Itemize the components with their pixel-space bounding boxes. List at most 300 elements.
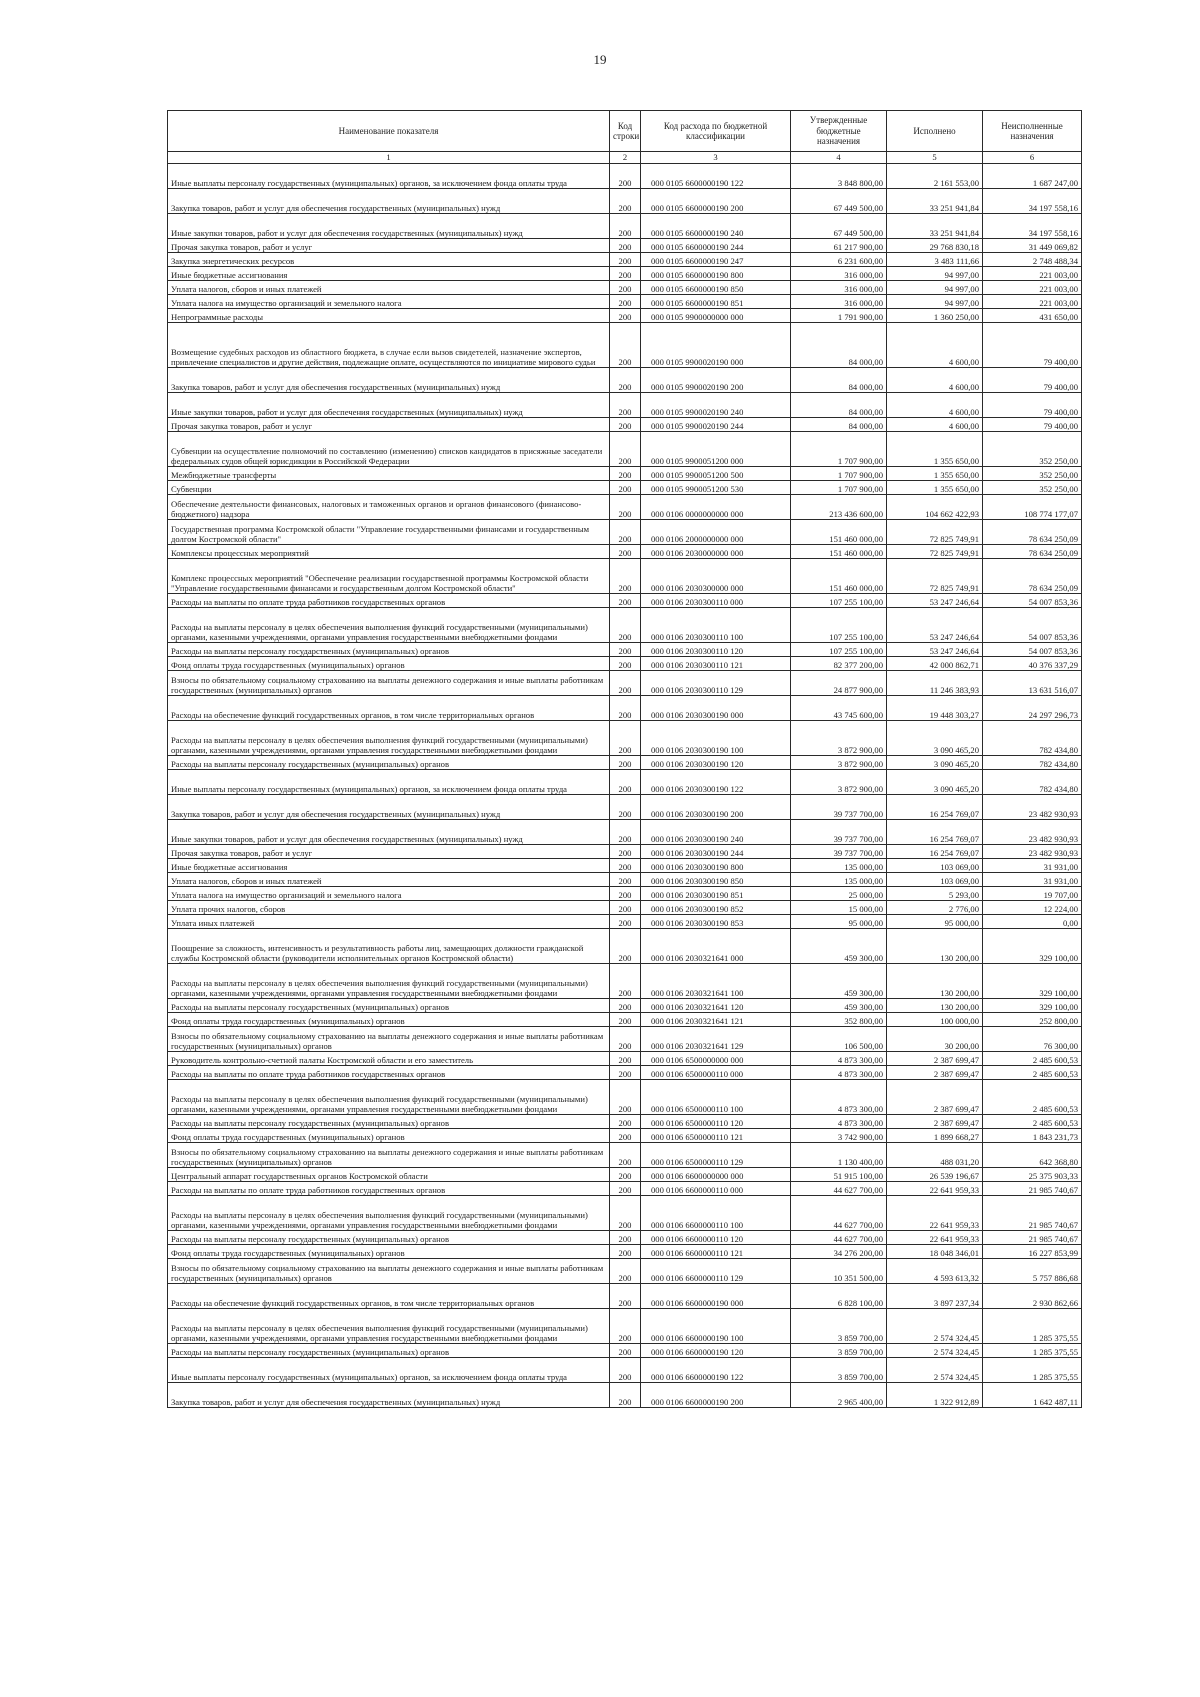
row-executed-cell: 2 776,00 — [887, 901, 983, 915]
row-remaining-cell: 21 985 740,67 — [983, 1231, 1082, 1245]
row-planned-cell: 61 217 900,00 — [791, 239, 887, 253]
row-line-code-cell: 200 — [610, 859, 641, 873]
row-planned-cell: 1 707 900,00 — [791, 432, 887, 467]
row-line-code-cell: 200 — [610, 608, 641, 643]
table-row — [168, 1344, 1082, 1358]
row-remaining-cell: 1 843 231,73 — [983, 1129, 1082, 1143]
row-name-cell: Расходы на выплаты по оплате труда работников государственных органов — [168, 1182, 610, 1196]
row-remaining-cell: 25 375 903,33 — [983, 1168, 1082, 1182]
row-name-cell: Расходы на выплаты персоналу в целях обеспечения выполнения функций государственными (муниципальными) органами, казенными учреждениями, органами управления государственными внебюджетными фондами — [168, 964, 610, 999]
table-row — [168, 873, 1082, 887]
row-planned-cell: 6 231 600,00 — [791, 253, 887, 267]
row-budget-code-cell: 000 0106 2030300110 121 — [641, 657, 791, 671]
row-executed-cell: 1 355 650,00 — [887, 481, 983, 495]
row-executed-cell: 29 768 830,18 — [887, 239, 983, 253]
row-planned-cell: 1 130 400,00 — [791, 1143, 887, 1168]
row-line-code-cell: 200 — [610, 929, 641, 964]
row-executed-cell: 2 574 324,45 — [887, 1358, 983, 1383]
row-line-code-cell: 200 — [610, 1196, 641, 1231]
row-executed-cell: 1 899 668,27 — [887, 1129, 983, 1143]
row-line-code-cell: 200 — [610, 1344, 641, 1358]
table-row — [168, 1284, 1082, 1309]
row-planned-cell: 15 000,00 — [791, 901, 887, 915]
row-planned-cell: 316 000,00 — [791, 267, 887, 281]
row-budget-code-cell: 000 0106 2030300110 129 — [641, 671, 791, 696]
row-name-cell: Государственная программа Костромской области "Управление государственными финансами и государственным долгом Костромской области" — [168, 520, 610, 545]
row-remaining-cell: 329 100,00 — [983, 929, 1082, 964]
row-planned-cell: 3 872 900,00 — [791, 770, 887, 795]
row-remaining-cell: 2 485 600,53 — [983, 1066, 1082, 1080]
row-executed-cell: 30 200,00 — [887, 1027, 983, 1052]
row-name-cell: Иные закупки товаров, работ и услуг для обеспечения государственных (муниципальных) нужд — [168, 393, 610, 418]
row-remaining-cell: 2 485 600,53 — [983, 1052, 1082, 1066]
row-name-cell: Прочая закупка товаров, работ и услуг — [168, 239, 610, 253]
row-remaining-cell: 54 007 853,36 — [983, 594, 1082, 608]
row-planned-cell: 84 000,00 — [791, 368, 887, 393]
row-executed-cell: 4 600,00 — [887, 393, 983, 418]
row-remaining-cell: 79 400,00 — [983, 393, 1082, 418]
row-budget-code-cell: 000 0106 6500000110 129 — [641, 1143, 791, 1168]
table-row — [168, 1196, 1082, 1231]
row-remaining-cell: 352 250,00 — [983, 432, 1082, 467]
row-line-code-cell: 200 — [610, 756, 641, 770]
row-budget-code-cell: 000 0106 2030300190 200 — [641, 795, 791, 820]
row-planned-cell: 24 877 900,00 — [791, 671, 887, 696]
row-line-code-cell: 200 — [610, 820, 641, 845]
column-number: 4 — [791, 152, 887, 164]
table-row — [168, 432, 1082, 467]
row-remaining-cell: 431 650,00 — [983, 309, 1082, 323]
table-row — [168, 281, 1082, 295]
row-name-cell: Фонд оплаты труда государственных (муниципальных) органов — [168, 1245, 610, 1259]
row-remaining-cell: 31 931,00 — [983, 859, 1082, 873]
row-budget-code-cell: 000 0105 9900051200 500 — [641, 467, 791, 481]
row-planned-cell: 4 873 300,00 — [791, 1115, 887, 1129]
table-row — [168, 887, 1082, 901]
row-budget-code-cell: 000 0106 6600000110 100 — [641, 1196, 791, 1231]
row-name-cell: Расходы на выплаты персоналу в целях обеспечения выполнения функций государственными (муниципальными) органами, казенными учреждениями, органами управления государственными внебюджетными фондами — [168, 1196, 610, 1231]
row-line-code-cell: 200 — [610, 1066, 641, 1080]
row-budget-code-cell: 000 0106 2030300190 244 — [641, 845, 791, 859]
row-name-cell: Закупка товаров, работ и услуг для обеспечения государственных (муниципальных) нужд — [168, 368, 610, 393]
row-remaining-cell: 78 634 250,09 — [983, 559, 1082, 594]
row-remaining-cell: 782 434,80 — [983, 721, 1082, 756]
table-row — [168, 845, 1082, 859]
table-row — [168, 1358, 1082, 1383]
row-line-code-cell: 200 — [610, 1231, 641, 1245]
row-budget-code-cell: 000 0106 6500000110 121 — [641, 1129, 791, 1143]
row-line-code-cell: 200 — [610, 189, 641, 214]
row-line-code-cell: 200 — [610, 467, 641, 481]
budget-execution-table — [167, 110, 1082, 1408]
table-row — [168, 164, 1082, 189]
row-name-cell: Иные выплаты персоналу государственных (муниципальных) органов, за исключением фонда оплаты труда — [168, 770, 610, 795]
row-budget-code-cell: 000 0105 6600000190 851 — [641, 295, 791, 309]
row-executed-cell: 72 825 749,91 — [887, 520, 983, 545]
row-planned-cell: 1 707 900,00 — [791, 467, 887, 481]
row-budget-code-cell: 000 0105 6600000190 122 — [641, 164, 791, 189]
row-line-code-cell: 200 — [610, 295, 641, 309]
row-line-code-cell: 200 — [610, 368, 641, 393]
row-remaining-cell: 2 485 600,53 — [983, 1080, 1082, 1115]
row-executed-cell: 1 355 650,00 — [887, 432, 983, 467]
row-planned-cell: 459 300,00 — [791, 964, 887, 999]
row-line-code-cell: 200 — [610, 1284, 641, 1309]
row-line-code-cell: 200 — [610, 657, 641, 671]
row-remaining-cell: 31 449 069,82 — [983, 239, 1082, 253]
row-budget-code-cell: 000 0105 6600000190 244 — [641, 239, 791, 253]
row-executed-cell: 19 448 303,27 — [887, 696, 983, 721]
row-budget-code-cell: 000 0106 2030321641 129 — [641, 1027, 791, 1052]
row-planned-cell: 3 859 700,00 — [791, 1358, 887, 1383]
column-number: 5 — [887, 152, 983, 164]
row-name-cell: Расходы на выплаты по оплате труда работников государственных органов — [168, 1066, 610, 1080]
header-planned: Утвержденные бюджетные назначения — [791, 111, 887, 152]
row-remaining-cell: 23 482 930,93 — [983, 820, 1082, 845]
row-line-code-cell: 200 — [610, 323, 641, 368]
table-row — [168, 999, 1082, 1013]
row-name-cell: Прочая закупка товаров, работ и услуг — [168, 418, 610, 432]
row-planned-cell: 84 000,00 — [791, 323, 887, 368]
row-remaining-cell: 13 631 516,07 — [983, 671, 1082, 696]
table-row — [168, 495, 1082, 520]
row-executed-cell: 16 254 769,07 — [887, 845, 983, 859]
table-row — [168, 901, 1082, 915]
row-budget-code-cell: 000 0106 2030300190 850 — [641, 873, 791, 887]
row-name-cell: Расходы на выплаты по оплате труда работников государственных органов — [168, 594, 610, 608]
row-executed-cell: 4 600,00 — [887, 418, 983, 432]
row-executed-cell: 18 048 346,01 — [887, 1245, 983, 1259]
row-remaining-cell: 782 434,80 — [983, 770, 1082, 795]
row-executed-cell: 26 539 196,67 — [887, 1168, 983, 1182]
row-planned-cell: 107 255 100,00 — [791, 643, 887, 657]
row-planned-cell: 316 000,00 — [791, 281, 887, 295]
table-row — [168, 929, 1082, 964]
row-budget-code-cell: 000 0105 9900020190 000 — [641, 323, 791, 368]
row-executed-cell: 11 246 383,93 — [887, 671, 983, 696]
row-remaining-cell: 352 250,00 — [983, 481, 1082, 495]
row-executed-cell: 4 593 613,32 — [887, 1259, 983, 1284]
row-name-cell: Расходы на выплаты персоналу государственных (муниципальных) органов — [168, 1115, 610, 1129]
row-budget-code-cell: 000 0106 2030300190 122 — [641, 770, 791, 795]
row-budget-code-cell: 000 0106 2030321641 000 — [641, 929, 791, 964]
row-budget-code-cell: 000 0106 2030300190 851 — [641, 887, 791, 901]
row-planned-cell: 4 873 300,00 — [791, 1052, 887, 1066]
header-name: Наименование показателя — [168, 111, 610, 152]
table-row — [168, 820, 1082, 845]
row-executed-cell: 1 360 250,00 — [887, 309, 983, 323]
row-executed-cell: 2 574 324,45 — [887, 1309, 983, 1344]
row-planned-cell: 67 449 500,00 — [791, 189, 887, 214]
row-budget-code-cell: 000 0105 6600000190 200 — [641, 189, 791, 214]
table-row — [168, 189, 1082, 214]
row-remaining-cell: 78 634 250,09 — [983, 520, 1082, 545]
row-planned-cell: 107 255 100,00 — [791, 594, 887, 608]
row-remaining-cell: 76 300,00 — [983, 1027, 1082, 1052]
table-row — [168, 1143, 1082, 1168]
column-number: 2 — [610, 152, 641, 164]
table-row — [168, 1168, 1082, 1182]
row-planned-cell: 135 000,00 — [791, 873, 887, 887]
row-planned-cell: 1 791 900,00 — [791, 309, 887, 323]
row-executed-cell: 3 483 111,66 — [887, 253, 983, 267]
row-executed-cell: 72 825 749,91 — [887, 545, 983, 559]
table-row — [168, 1231, 1082, 1245]
row-remaining-cell: 5 757 886,68 — [983, 1259, 1082, 1284]
row-remaining-cell: 108 774 177,07 — [983, 495, 1082, 520]
row-line-code-cell: 200 — [610, 1259, 641, 1284]
row-executed-cell: 42 000 862,71 — [887, 657, 983, 671]
row-line-code-cell: 200 — [610, 1115, 641, 1129]
row-executed-cell: 2 387 699,47 — [887, 1052, 983, 1066]
row-line-code-cell: 200 — [610, 901, 641, 915]
row-line-code-cell: 200 — [610, 845, 641, 859]
row-remaining-cell: 1 285 375,55 — [983, 1309, 1082, 1344]
row-remaining-cell: 21 985 740,67 — [983, 1196, 1082, 1231]
table-row — [168, 1245, 1082, 1259]
row-executed-cell: 3 090 465,20 — [887, 756, 983, 770]
row-line-code-cell: 200 — [610, 559, 641, 594]
row-budget-code-cell: 000 0106 6500000110 000 — [641, 1066, 791, 1080]
table-row — [168, 1080, 1082, 1115]
table-row — [168, 1259, 1082, 1284]
table-row — [168, 859, 1082, 873]
table-row — [168, 643, 1082, 657]
row-budget-code-cell: 000 0106 6600000110 129 — [641, 1259, 791, 1284]
row-name-cell: Взносы по обязательному социальному страхованию на выплаты денежного содержания и иные выплаты работникам государственных (муниципальных) органов — [168, 1143, 610, 1168]
row-line-code-cell: 200 — [610, 1027, 641, 1052]
table-row — [168, 795, 1082, 820]
row-line-code-cell: 200 — [610, 545, 641, 559]
table-row — [168, 267, 1082, 281]
row-line-code-cell: 200 — [610, 721, 641, 756]
row-name-cell: Расходы на выплаты персоналу государственных (муниципальных) органов — [168, 756, 610, 770]
row-name-cell: Расходы на выплаты персоналу в целях обеспечения выполнения функций государственными (муниципальными) органами, казенными учреждениями, органами управления государственными внебюджетными фондами — [168, 1080, 610, 1115]
table-row — [168, 1383, 1082, 1408]
row-executed-cell: 94 997,00 — [887, 281, 983, 295]
row-planned-cell: 316 000,00 — [791, 295, 887, 309]
table-body — [168, 164, 1082, 1408]
row-executed-cell: 130 200,00 — [887, 964, 983, 999]
row-planned-cell: 44 627 700,00 — [791, 1231, 887, 1245]
row-budget-code-cell: 000 0105 6600000190 240 — [641, 214, 791, 239]
row-budget-code-cell: 000 0105 6600000190 247 — [641, 253, 791, 267]
row-line-code-cell: 200 — [610, 671, 641, 696]
header-executed: Исполнено — [887, 111, 983, 152]
row-planned-cell: 151 460 000,00 — [791, 559, 887, 594]
row-remaining-cell: 24 297 296,73 — [983, 696, 1082, 721]
row-budget-code-cell: 000 0106 6600000190 200 — [641, 1383, 791, 1408]
row-budget-code-cell: 000 0105 9900020190 244 — [641, 418, 791, 432]
row-name-cell: Уплата налога на имущество организаций и земельного налога — [168, 887, 610, 901]
row-remaining-cell: 54 007 853,36 — [983, 643, 1082, 657]
row-name-cell: Прочая закупка товаров, работ и услуг — [168, 845, 610, 859]
table-row — [168, 1013, 1082, 1027]
row-executed-cell: 100 000,00 — [887, 1013, 983, 1027]
row-name-cell: Комплексы процессных мероприятий — [168, 545, 610, 559]
table-row — [168, 756, 1082, 770]
row-planned-cell: 107 255 100,00 — [791, 608, 887, 643]
table-row — [168, 467, 1082, 481]
row-name-cell: Расходы на выплаты персоналу государственных (муниципальных) органов — [168, 1231, 610, 1245]
row-planned-cell: 6 828 100,00 — [791, 1284, 887, 1309]
row-executed-cell: 103 069,00 — [887, 873, 983, 887]
row-executed-cell: 5 293,00 — [887, 887, 983, 901]
table-row — [168, 770, 1082, 795]
row-line-code-cell: 200 — [610, 309, 641, 323]
row-executed-cell: 1 322 912,89 — [887, 1383, 983, 1408]
row-name-cell: Расходы на обеспечение функций государственных органов, в том числе территориальных органов — [168, 696, 610, 721]
row-remaining-cell: 252 800,00 — [983, 1013, 1082, 1027]
row-remaining-cell: 221 003,00 — [983, 281, 1082, 295]
row-name-cell: Закупка товаров, работ и услуг для обеспечения государственных (муниципальных) нужд — [168, 1383, 610, 1408]
row-name-cell: Центральный аппарат государственных органов Костромской области — [168, 1168, 610, 1182]
header-remaining: Неисполненные назначения — [983, 111, 1082, 152]
row-line-code-cell: 200 — [610, 253, 641, 267]
row-executed-cell: 1 355 650,00 — [887, 467, 983, 481]
row-name-cell: Иные выплаты персоналу государственных (муниципальных) органов, за исключением фонда оплаты труда — [168, 1358, 610, 1383]
row-name-cell: Расходы на выплаты персоналу государственных (муниципальных) органов — [168, 999, 610, 1013]
table-row — [168, 721, 1082, 756]
row-line-code-cell: 200 — [610, 1383, 641, 1408]
row-name-cell: Непрограммные расходы — [168, 309, 610, 323]
row-planned-cell: 84 000,00 — [791, 418, 887, 432]
row-line-code-cell: 200 — [610, 239, 641, 253]
row-remaining-cell: 31 931,00 — [983, 873, 1082, 887]
row-remaining-cell: 19 707,00 — [983, 887, 1082, 901]
table-row — [168, 481, 1082, 495]
row-budget-code-cell: 000 0106 6500000000 000 — [641, 1052, 791, 1066]
row-name-cell: Уплата иных платежей — [168, 915, 610, 929]
row-line-code-cell: 200 — [610, 1013, 641, 1027]
header-line-code: Код строки — [610, 111, 641, 152]
row-budget-code-cell: 000 0106 6600000110 121 — [641, 1245, 791, 1259]
row-executed-cell: 2 574 324,45 — [887, 1344, 983, 1358]
row-line-code-cell: 200 — [610, 1052, 641, 1066]
header-row — [168, 111, 1082, 152]
row-budget-code-cell: 000 0106 6500000110 120 — [641, 1115, 791, 1129]
column-number-row — [168, 152, 1082, 164]
row-planned-cell: 34 276 200,00 — [791, 1245, 887, 1259]
row-budget-code-cell: 000 0106 2030321641 100 — [641, 964, 791, 999]
row-budget-code-cell: 000 0106 2030300000 000 — [641, 559, 791, 594]
row-planned-cell: 3 859 700,00 — [791, 1309, 887, 1344]
row-executed-cell: 53 247 246,64 — [887, 643, 983, 657]
row-planned-cell: 3 859 700,00 — [791, 1344, 887, 1358]
row-remaining-cell: 79 400,00 — [983, 368, 1082, 393]
row-planned-cell: 44 627 700,00 — [791, 1196, 887, 1231]
row-name-cell: Расходы на выплаты персоналу государственных (муниципальных) органов — [168, 1344, 610, 1358]
row-executed-cell: 488 031,20 — [887, 1143, 983, 1168]
row-name-cell: Поощрение за сложность, интенсивность и результативность работы лиц, замещающих должности гражданской службы Костромской области (руководители исполнительных органов Костромской области) — [168, 929, 610, 964]
row-remaining-cell: 16 227 853,99 — [983, 1245, 1082, 1259]
row-planned-cell: 67 449 500,00 — [791, 214, 887, 239]
row-remaining-cell: 221 003,00 — [983, 267, 1082, 281]
row-budget-code-cell: 000 0106 6600000190 122 — [641, 1358, 791, 1383]
row-name-cell: Фонд оплаты труда государственных (муниципальных) органов — [168, 1013, 610, 1027]
row-executed-cell: 33 251 941,84 — [887, 189, 983, 214]
row-line-code-cell: 200 — [610, 1245, 641, 1259]
row-executed-cell: 3 897 237,34 — [887, 1284, 983, 1309]
row-name-cell: Субвенции — [168, 481, 610, 495]
row-budget-code-cell: 000 0106 6600000190 120 — [641, 1344, 791, 1358]
row-name-cell: Уплата налогов, сборов и иных платежей — [168, 873, 610, 887]
table-row — [168, 520, 1082, 545]
row-planned-cell: 3 742 900,00 — [791, 1129, 887, 1143]
row-name-cell: Закупка товаров, работ и услуг для обеспечения государственных (муниципальных) нужд — [168, 795, 610, 820]
table-row — [168, 295, 1082, 309]
row-remaining-cell: 2 748 488,34 — [983, 253, 1082, 267]
table-row — [168, 657, 1082, 671]
row-budget-code-cell: 000 0105 9900020190 240 — [641, 393, 791, 418]
row-remaining-cell: 782 434,80 — [983, 756, 1082, 770]
row-line-code-cell: 200 — [610, 267, 641, 281]
row-executed-cell: 22 641 959,33 — [887, 1231, 983, 1245]
row-planned-cell: 39 737 700,00 — [791, 820, 887, 845]
row-name-cell: Взносы по обязательному социальному страхованию на выплаты денежного содержания и иные выплаты работникам государственных (муниципальных) органов — [168, 1027, 610, 1052]
row-remaining-cell: 329 100,00 — [983, 964, 1082, 999]
row-executed-cell: 22 641 959,33 — [887, 1196, 983, 1231]
row-line-code-cell: 200 — [610, 915, 641, 929]
row-executed-cell: 16 254 769,07 — [887, 820, 983, 845]
row-executed-cell: 3 090 465,20 — [887, 770, 983, 795]
row-planned-cell: 44 627 700,00 — [791, 1182, 887, 1196]
row-name-cell: Руководитель контрольно-счетной палаты Костромской области и его заместитель — [168, 1052, 610, 1066]
row-name-cell: Обеспечение деятельности финансовых, налоговых и таможенных органов и органов финансового (финансово-бюджетного) надзора — [168, 495, 610, 520]
table-row — [168, 214, 1082, 239]
row-remaining-cell: 642 368,80 — [983, 1143, 1082, 1168]
row-budget-code-cell: 000 0105 9900000000 000 — [641, 309, 791, 323]
row-line-code-cell: 200 — [610, 1168, 641, 1182]
row-name-cell: Иные выплаты персоналу государственных (муниципальных) органов, за исключением фонда оплаты труда — [168, 164, 610, 189]
row-executed-cell: 72 825 749,91 — [887, 559, 983, 594]
row-budget-code-cell: 000 0106 6600000190 100 — [641, 1309, 791, 1344]
row-line-code-cell: 200 — [610, 418, 641, 432]
header-budget-code: Код расхода по бюджетной классификации — [641, 111, 791, 152]
row-name-cell: Закупка энергетических ресурсов — [168, 253, 610, 267]
row-remaining-cell: 54 007 853,36 — [983, 608, 1082, 643]
row-remaining-cell: 40 376 337,29 — [983, 657, 1082, 671]
row-name-cell: Возмещение судебных расходов из областного бюджета, в случае если вызов свидетелей, назначение экспертов, привлечение специалистов и другие действия, подлежащие оплате, осуществляются по инициативе мирового судьи — [168, 323, 610, 368]
row-budget-code-cell: 000 0106 2030300110 000 — [641, 594, 791, 608]
page-number: 19 — [593, 52, 607, 67]
row-budget-code-cell: 000 0106 2030300190 120 — [641, 756, 791, 770]
row-remaining-cell: 1 687 247,00 — [983, 164, 1082, 189]
table-row — [168, 559, 1082, 594]
row-remaining-cell: 352 250,00 — [983, 467, 1082, 481]
row-remaining-cell: 23 482 930,93 — [983, 795, 1082, 820]
table-row — [168, 393, 1082, 418]
table-row — [168, 915, 1082, 929]
row-name-cell: Субвенции на осуществление полномочий по составлению (изменению) списков кандидатов в присяжные заседатели федеральных судов общей юрисдикции в Российской Федерации — [168, 432, 610, 467]
row-executed-cell: 53 247 246,64 — [887, 594, 983, 608]
table-row — [168, 1182, 1082, 1196]
row-planned-cell: 151 460 000,00 — [791, 545, 887, 559]
row-budget-code-cell: 000 0105 6600000190 850 — [641, 281, 791, 295]
row-budget-code-cell: 000 0105 6600000190 800 — [641, 267, 791, 281]
row-planned-cell: 2 965 400,00 — [791, 1383, 887, 1408]
row-budget-code-cell: 000 0106 2000000000 000 — [641, 520, 791, 545]
row-executed-cell: 95 000,00 — [887, 915, 983, 929]
row-budget-code-cell: 000 0106 6600000190 000 — [641, 1284, 791, 1309]
row-budget-code-cell: 000 0106 2030321641 121 — [641, 1013, 791, 1027]
table-row — [168, 696, 1082, 721]
row-budget-code-cell: 000 0106 2030300190 100 — [641, 721, 791, 756]
row-remaining-cell: 23 482 930,93 — [983, 845, 1082, 859]
row-name-cell: Расходы на выплаты персоналу в целях обеспечения выполнения функций государственными (муниципальными) органами, казенными учреждениями, органами управления государственными внебюджетными фондами — [168, 1309, 610, 1344]
table-row — [168, 608, 1082, 643]
row-name-cell: Взносы по обязательному социальному страхованию на выплаты денежного содержания и иные выплаты работникам государственных (муниципальных) органов — [168, 671, 610, 696]
